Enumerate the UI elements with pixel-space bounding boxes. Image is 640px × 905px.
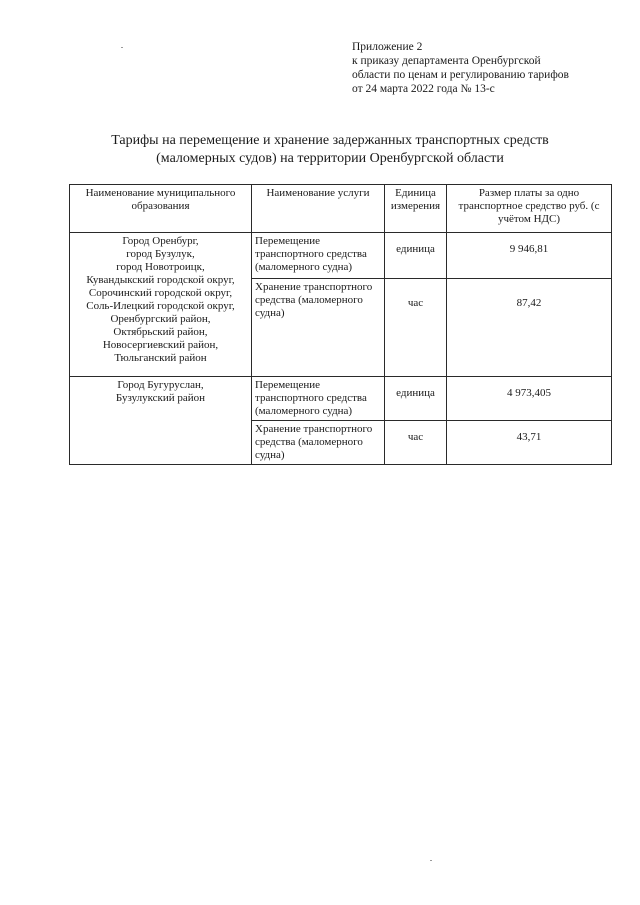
appendix-line: области по ценам и регулированию тарифов xyxy=(352,69,569,81)
price-cell: 43,71 xyxy=(447,421,612,465)
appendix-line: Приложение 2 xyxy=(352,41,423,53)
municipality-name: Город Бугуруслан, xyxy=(117,379,204,391)
municipality-name: Оренбургский район, xyxy=(110,313,211,325)
municipality-name: Сорочинский городской округ, xyxy=(88,287,233,299)
service-cell: Перемещение транспортного средства (маломерного судна) xyxy=(252,377,385,421)
header-service: Наименование услуги xyxy=(252,185,385,233)
appendix-header xyxy=(352,40,622,96)
appendix-line: от 24 марта 2022 года № 13-с xyxy=(352,83,495,95)
appendix-line: к приказу департамента Оренбургской xyxy=(352,55,541,67)
municipality-cell xyxy=(70,377,252,465)
unit-cell: единица xyxy=(385,233,447,279)
service-cell: Перемещение транспортного средства (маломерного судна) xyxy=(252,233,385,279)
header-municipality: Наименование муниципального образования xyxy=(70,185,252,233)
municipality-name: город Новотроицк, xyxy=(116,261,205,273)
header-unit: Единица измерения xyxy=(385,185,447,233)
municipality-name: Кувандыкский городской округ, xyxy=(86,274,235,286)
municipality-name: Новосергиевский район, xyxy=(102,339,219,351)
unit-cell: час xyxy=(385,279,447,377)
service-cell: Хранение транспортного средства (маломерного судна) xyxy=(252,279,385,377)
service-cell: Хранение транспортного средства (маломерного судна) xyxy=(252,421,385,465)
municipality-cell xyxy=(70,233,252,377)
document-title xyxy=(60,132,600,168)
unit-cell: единица xyxy=(385,377,447,421)
scan-speck xyxy=(121,47,123,48)
price-cell: 9 946,81 xyxy=(447,233,612,279)
title-line: (маломерных судов) на территории Оренбургской области xyxy=(156,151,504,166)
table-header-row xyxy=(70,185,612,233)
table-row xyxy=(70,377,612,421)
municipality-name: Город Оренбург, xyxy=(122,235,199,247)
header-price: Размер платы за одно транспортное средство руб. (с учётом НДС) xyxy=(447,185,612,233)
municipality-name: Октябрьский район, xyxy=(113,326,208,338)
municipality-name: Бузулукский район xyxy=(115,392,206,404)
municipality-name: Соль-Илецкий городской округ, xyxy=(86,300,235,312)
unit-cell: час xyxy=(385,421,447,465)
title-line: Тарифы на перемещение и хранение задержанных транспортных средств xyxy=(111,133,549,148)
municipality-name: Тюльганский район xyxy=(114,352,207,364)
scan-speck xyxy=(430,860,432,861)
tariffs-table xyxy=(69,184,612,465)
municipality-name: город Бузулук, xyxy=(126,248,195,260)
price-cell: 87,42 xyxy=(447,279,612,377)
table-row xyxy=(70,233,612,279)
price-cell: 4 973,405 xyxy=(447,377,612,421)
